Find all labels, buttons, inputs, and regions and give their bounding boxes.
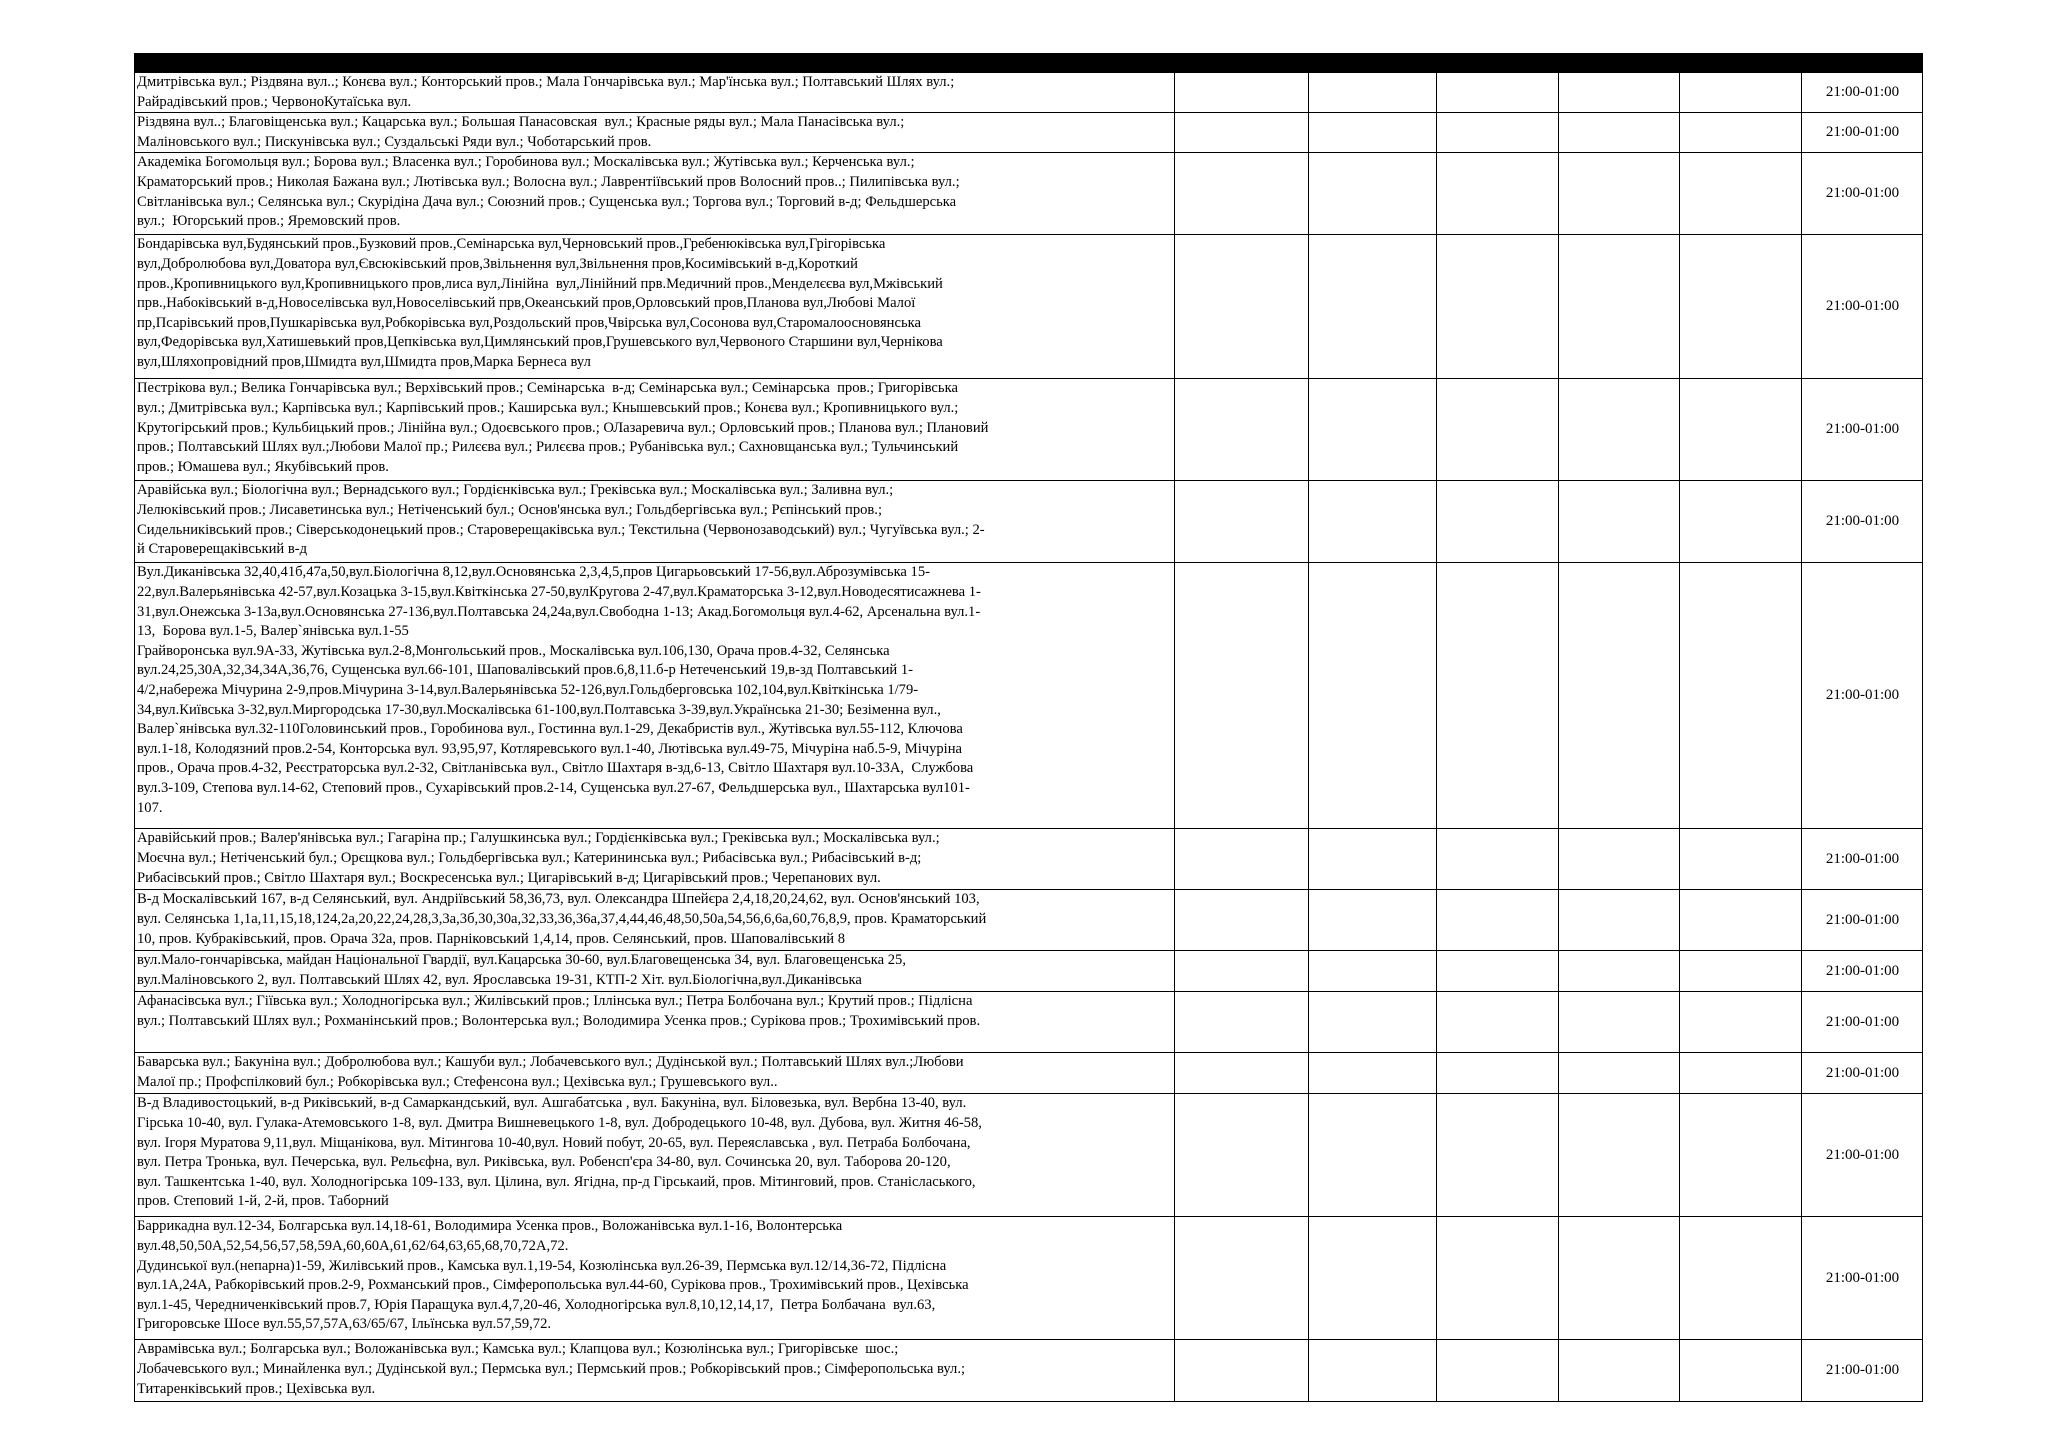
- empty-cell: [1437, 379, 1559, 481]
- empty-cell: [1309, 1094, 1437, 1217]
- empty-cell: [1559, 1094, 1680, 1217]
- empty-cell: [1437, 153, 1559, 235]
- street-list-cell: В-д Москалівський 167, в-д Селянський, вул. Андріївський 58,36,73, вул. Олександра Шпейєра 2,4,18,20,24,62, вул. Основ'янський 103, вул. Селянська 1,1а,11,15,18,124,2а,20,22,24,28,3,3а,3б,30,30а,32,33,36,36а,37,4,44,46,48,50,50а,54,56,6,6а,60,76,8,9, пров. Краматорський 10, пров. Кубраківський, пров. Орача 32а, пров. Парніковський 1,4,14, пров. Селянський, пров. Шаповалівський 8: [135, 890, 1175, 951]
- outage-time-cell: 21:00-01:00: [1802, 1217, 1923, 1340]
- empty-cell: [1559, 829, 1680, 890]
- outage-time-cell: 21:00-01:00: [1802, 113, 1923, 153]
- empty-cell: [1309, 829, 1437, 890]
- empty-cell: [1175, 235, 1309, 379]
- outage-time-cell: 21:00-01:00: [1802, 1053, 1923, 1094]
- empty-cell: [1437, 1053, 1559, 1094]
- empty-cell: [1175, 153, 1309, 235]
- outage-time-cell: 21:00-01:00: [1802, 890, 1923, 951]
- empty-cell: [1680, 113, 1802, 153]
- table-row: [135, 1053, 1923, 1094]
- table-row: [135, 153, 1923, 235]
- table-row: [135, 992, 1923, 1053]
- empty-cell: [1437, 563, 1559, 829]
- empty-cell: [1175, 1053, 1309, 1094]
- street-list-cell: Баварська вул.; Бакуніна вул.; Добролюбова вул.; Кашуби вул.; Лобачевського вул.; Дудінськой вул.; Полтавський Шлях вул.;Любови Малої пр.; Профспілковий бул.; Робкорівська вул.; Стефенсона вул.; Цехівська вул.; Грушевського вул..: [135, 1053, 1175, 1094]
- table-row: [135, 563, 1923, 829]
- header-cell: [1309, 54, 1437, 73]
- table-row: [135, 890, 1923, 951]
- empty-cell: [1559, 1217, 1680, 1340]
- table-row: [135, 951, 1923, 992]
- outage-time-cell: 21:00-01:00: [1802, 951, 1923, 992]
- table-row: [135, 481, 1923, 563]
- empty-cell: [1680, 992, 1802, 1053]
- empty-cell: [1437, 1094, 1559, 1217]
- empty-cell: [1559, 113, 1680, 153]
- street-list-cell: Бондарівська вул,Будянський пров.,Бузковий пров.,Семінарська вул,Черновський пров.,Гребенюківська вул,Грігорівська вул,Добролюбова вул,Доватора вул,Євсюківський пров,Звільнення вул,Звільнення пров,Косимівський в-д,Короткий пров.,Кропивницького вул,Кропивницького пров,лиса вул,Лінійна вул,Лінійний прв.Медичний пров.,Менделєєва вул,Мжівський прв.,Набоківський в-д,Новоселівська вул,Новоселівський прв,Океанський пров,Орловський пров,Планова вул,Любові Малої пр,Псарівський пров,Пушкарівська вул,Робкорівська вул,Роздольский пров,Чвірська вул,Сосонова вул,Старомалоосновянська вул,Федорівська вул,Хатишевький пров,Цепківська вул,Цимлянський пров,Грушевського вул,Червоного Старшини вул,Чернікова вул,Шляхопровідний пров,Шмидта вул,Шмидта пров,Марка Бернеса вул: [135, 235, 1175, 379]
- empty-cell: [1437, 1217, 1559, 1340]
- empty-cell: [1680, 1340, 1802, 1402]
- empty-cell: [1559, 379, 1680, 481]
- table-row: [135, 829, 1923, 890]
- empty-cell: [1680, 153, 1802, 235]
- table-row: [135, 1094, 1923, 1217]
- street-list-cell: вул.Мало-гончарівська, майдан Національної Гвардії, вул.Кацарська 30-60, вул.Благовещенська 34, вул. Благовещенська 25, вул.Маліновського 2, вул. Полтавський Шлях 42, вул. Ярославська 19-31, КТП-2 Хіт. вул.Біологічна,вул.Диканівська: [135, 951, 1175, 992]
- empty-cell: [1309, 1053, 1437, 1094]
- empty-cell: [1309, 379, 1437, 481]
- outage-time-cell: 21:00-01:00: [1802, 235, 1923, 379]
- table-row: [135, 235, 1923, 379]
- empty-cell: [1175, 113, 1309, 153]
- empty-cell: [1175, 563, 1309, 829]
- outage-time-cell: 21:00-01:00: [1802, 1340, 1923, 1402]
- empty-cell: [1175, 481, 1309, 563]
- empty-cell: [1175, 951, 1309, 992]
- empty-cell: [1175, 829, 1309, 890]
- empty-cell: [1309, 992, 1437, 1053]
- table-row: [135, 379, 1923, 481]
- table-row: [135, 1217, 1923, 1340]
- empty-cell: [1437, 829, 1559, 890]
- empty-cell: [1309, 1340, 1437, 1402]
- empty-cell: [1437, 1340, 1559, 1402]
- header-cell: [1680, 54, 1802, 73]
- empty-cell: [1437, 235, 1559, 379]
- empty-cell: [1559, 481, 1680, 563]
- empty-cell: [1680, 890, 1802, 951]
- empty-cell: [1559, 890, 1680, 951]
- header-row: [135, 54, 1923, 73]
- outage-schedule-table: [134, 53, 1923, 1402]
- empty-cell: [1309, 563, 1437, 829]
- empty-cell: [1680, 829, 1802, 890]
- empty-cell: [1680, 563, 1802, 829]
- empty-cell: [1680, 73, 1802, 113]
- street-list-cell: Пестрікова вул.; Велика Гончарівська вул.; Верхівський пров.; Семінарська в-д; Семінарська вул.; Семінарська пров.; Григорівська вул.; Дмитрівська вул.; Карпівська вул.; Карпівський пров.; Каширська вул.; Кнышевський пров.; Конєва вул.; Кропивницького вул.; Крутогірський пров.; Кульбицький пров.; Лінійна вул.; Одоєвського пров.; ОЛазаревича вул.; Орловський пров.; Планова вул.; Плановий пров.; Полтавський Шлях вул.;Любови Малої пр.; Рилєєва вул.; Рилєєва пров.; Рубанівська вул.; Сахновщанська вул.; Тульчинський пров.; Юмашева вул.; Якубівський пров.: [135, 379, 1175, 481]
- empty-cell: [1559, 563, 1680, 829]
- empty-cell: [1680, 1053, 1802, 1094]
- empty-cell: [1559, 153, 1680, 235]
- street-list-cell: Академіка Богомольця вул.; Борова вул.; Власенка вул.; Горобинова вул.; Москалівська вул.; Жутівська вул.; Керченська вул.; Краматорський пров.; Николая Бажана вул.; Лютівська вул.; Волосна вул.; Лаврентіївський пров Волосний пров..; Пилипівська вул.; Світланівська вул.; Селянська вул.; Скурідіна Дача вул.; Союзний пров.; Сущенська вул.; Торгова вул.; Торговий в-д; Фельдшерська вул.; Югорський пров.; Яремовский пров.: [135, 153, 1175, 235]
- empty-cell: [1175, 1340, 1309, 1402]
- empty-cell: [1680, 1094, 1802, 1217]
- table-row: [135, 1340, 1923, 1402]
- outage-time-cell: 21:00-01:00: [1802, 379, 1923, 481]
- outage-time-cell: 21:00-01:00: [1802, 829, 1923, 890]
- outage-time-cell: 21:00-01:00: [1802, 563, 1923, 829]
- empty-cell: [1680, 951, 1802, 992]
- outage-time-cell: 21:00-01:00: [1802, 73, 1923, 113]
- empty-cell: [1175, 992, 1309, 1053]
- empty-cell: [1437, 113, 1559, 153]
- empty-cell: [1309, 1217, 1437, 1340]
- empty-cell: [1309, 951, 1437, 992]
- street-list-cell: Афанасівська вул.; Гіївська вул.; Холодногірська вул.; Жилівський пров.; Іллінська вул.; Петра Болбочана вул.; Крутий пров.; Підлісна вул.; Полтавський Шлях вул.; Рохманінський пров.; Волонтерська вул.; Володимира Усенка пров.; Сурікова пров.; Трохимівський пров.: [135, 992, 1175, 1053]
- empty-cell: [1175, 1094, 1309, 1217]
- header-cell: [1802, 54, 1923, 73]
- table-row: [135, 113, 1923, 153]
- empty-cell: [1680, 481, 1802, 563]
- table-row: [135, 73, 1923, 113]
- street-list-cell: Аравійська вул.; Біологічна вул.; Вернадського вул.; Гордієнківська вул.; Греківська вул.; Москалівська вул.; Заливна вул.; Лелюківський пров.; Лисаветинська вул.; Нетіченський бул.; Основ'янська вул.; Гольдбергівська вул.; Рєпінський пров.; Сидельниківський пров.; Сіверськодонецький пров.; Староверещаківська вул.; Текстильна (Червонозаводський) вул.; Чугуївська вул.; 2- й Староверещаківський в-д: [135, 481, 1175, 563]
- empty-cell: [1680, 235, 1802, 379]
- empty-cell: [1559, 235, 1680, 379]
- street-list-cell: В-д Владивостоцький, в-д Риківський, в-д Самаркандський, вул. Ашгабатська , вул. Бакуніна, вул. Біловезька, вул. Вербна 13-40, вул. Гірська 10-40, вул. Гулака-Атемовського 1-8, вул. Дмитра Вишневецького 1-8, вул. Добродецького 10-48, вул. Дубова, вул. Житня 46-58, вул. Ігоря Муратова 9,11,вул. Міщанікова, вул. Мітингова 10-40,вул. Новий побут, 20-65, вул. Переяславська , вул. Петраба Болбочана, вул. Петра Тронька, вул. Печерська, вул. Рельєфна, вул. Риківська, вул. Робенсп'єра 34-80, вул. Сочинська 20, вул. Таборова 20-120, вул. Ташкентська 1-40, вул. Холодногірська 109-133, вул. Цілина, вул. Ягідна, пр-д Гірськаий, пров. Мітинговий, пров. Станісласького, пров. Степовий 1-й, 2-й, пров. Таборний: [135, 1094, 1175, 1217]
- empty-cell: [1437, 951, 1559, 992]
- street-list-cell: Аврамівська вул.; Болгарська вул.; Воложанівська вул.; Камська вул.; Клапцова вул.; Козюлінська вул.; Григорівське шос.; Лобачевського вул.; Минайленка вул.; Дудінськой вул.; Пермська вул.; Пермський пров.; Робкорівський пров.; Сімферопольська вул.; Титаренківський пров.; Цехівська вул.: [135, 1340, 1175, 1402]
- empty-cell: [1309, 153, 1437, 235]
- outage-time-cell: 21:00-01:00: [1802, 1094, 1923, 1217]
- empty-cell: [1309, 235, 1437, 379]
- empty-cell: [1309, 73, 1437, 113]
- header-cell: [1559, 54, 1680, 73]
- empty-cell: [1175, 379, 1309, 481]
- empty-cell: [1559, 951, 1680, 992]
- empty-cell: [1437, 890, 1559, 951]
- street-list-cell: Аравійський пров.; Валер'янівська вул.; Гагаріна пр.; Галушкинська вул.; Гордієнківська вул.; Греківська вул.; Москалівська вул.; Моєчна вул.; Нетіченський бул.; Орєщкова вул.; Гольдбергівська вул.; Катерининська вул.; Рибасівська вул.; Рибасівський в-д; Рибасівський пров.; Світло Шахтаря вул.; Воскресенська вул.; Цигарівський в-д; Цигарівський пров.; Черепанових вул.: [135, 829, 1175, 890]
- outage-time-cell: 21:00-01:00: [1802, 992, 1923, 1053]
- empty-cell: [1559, 992, 1680, 1053]
- street-list-cell: Баррикадна вул.12-34, Болгарська вул.14,18-61, Володимира Усенка пров., Воложанівська вул.1-16, Волонтерська вул.48,50,50А,52,54,56,57,58,59А,60,60А,61,62/64,63,65,68,70,72А,72. Дудинської вул.(непарна)1-59, Жилівський пров., Камська вул.1,19-54, Козюлінська вул.26-39, Пермська вул.12/14,36-72, Підлісна вул.1А,24А, Рабкорівський пров.2-9, Рохманський пров., Сімферопольська вул.44-60, Сурікова пров., Трохимівський пров., Цехівська вул.1-45, Чередниченківський пров.7, Юрія Паращука вул.4,7,20-46, Холодногірська вул.8,10,12,14,17, Петра Болбачана вул.63, Григоровське Шосе вул.55,57,57А,63/65/67, Ільїнська вул.57,59,72.: [135, 1217, 1175, 1340]
- empty-cell: [1175, 73, 1309, 113]
- header-cell: [1437, 54, 1559, 73]
- empty-cell: [1559, 73, 1680, 113]
- outage-time-cell: 21:00-01:00: [1802, 481, 1923, 563]
- street-list-cell: Дмитрівська вул.; Різдвяна вул..; Конєва вул.; Конторський пров.; Мала Гончарівська вул.; Мар'їнська вул.; Полтавський Шлях вул.; Райрадівський пров.; ЧервоноКутаїська вул.: [135, 73, 1175, 113]
- outage-time-cell: 21:00-01:00: [1802, 153, 1923, 235]
- header-cell: [135, 54, 1175, 73]
- header-cell: [1175, 54, 1309, 73]
- street-list-cell: Різдвяна вул..; Благовіщенська вул.; Кацарська вул.; Большая Панасовская вул.; Красные ряды вул.; Мала Панасівська вул.; Маліновського вул.; Пискунівська вул.; Суздальські Ряди вул.; Чоботарський пров.: [135, 113, 1175, 153]
- empty-cell: [1559, 1053, 1680, 1094]
- empty-cell: [1309, 113, 1437, 153]
- empty-cell: [1309, 890, 1437, 951]
- empty-cell: [1437, 73, 1559, 113]
- empty-cell: [1309, 481, 1437, 563]
- empty-cell: [1680, 379, 1802, 481]
- empty-cell: [1437, 481, 1559, 563]
- empty-cell: [1175, 890, 1309, 951]
- empty-cell: [1680, 1217, 1802, 1340]
- empty-cell: [1175, 1217, 1309, 1340]
- street-list-cell: Вул.Диканівська 32,40,41б,47а,50,вул.Біологічна 8,12,вул.Основянська 2,3,4,5,пров Цигарьовський 17-56,вул.Аброзумівська 15- 22,вул.Валерьянівська 42-57,вул.Козацька 3-15,вул.Квіткінська 27-50,вулКругова 2-47,вул.Краматорська 3-12,вул.Новодесятисажнева 1- 31,вул.Онежська 3-13а,вул.Основянська 27-136,вул.Полтавська 24,24а,вул.Свободна 1-13; Акад.Богомольця вул.4-62, Арсенальна вул.1- 13, Борова вул.1-5, Валер`янівська вул.1-55 Грайворонська вул.9А-33, Жутівська вул.2-8,Монгольський пров., Москалівська вул.106,130, Орача пров.4-32, Селянська вул.24,25,30А,32,34,34А,36,76, Сущенська вул.66-101, Шаповалівський пров.6,8,11.б-р Нетеченський 19,в-зд Полтавський 1- 4/2,набережа Мічурина 2-9,пров.Мічурина 3-14,вул.Валерьянівська 52-126,вул.Гольдберговська 102,104,вул.Квіткінська 1/79- 34,вул.Київська 3-32,вул.Миргородська 17-30,вул.Москалівська 61-100,вул.Полтавська 3-39,вул.Українська 21-30; Безіменна вул., Валер`янівська вул.32-110Головинський пров., Горобинова вул., Гостинна вул.1-29, Декабристів вул., Жутівська вул.55-112, Ключова вул.1-18, Колодязний пров.2-54, Конторська вул. 93,95,97, Котляревського вул.1-40, Лютівська вул.49-75, Мічуріна наб.5-9, Мічуріна пров., Орача пров.4-32, Реєстраторська вул.2-32, Світланівська вул., Світло Шахтаря в-зд,6-13, Світло Шахтаря вул.10-33А, Службова вул.3-109, Степова вул.14-62, Степовий пров., Сухарівський пров.2-14, Сущенська вул.27-67, Фельдшерська вул., Шахтарська вул101- 107.: [135, 563, 1175, 829]
- empty-cell: [1437, 992, 1559, 1053]
- empty-cell: [1559, 1340, 1680, 1402]
